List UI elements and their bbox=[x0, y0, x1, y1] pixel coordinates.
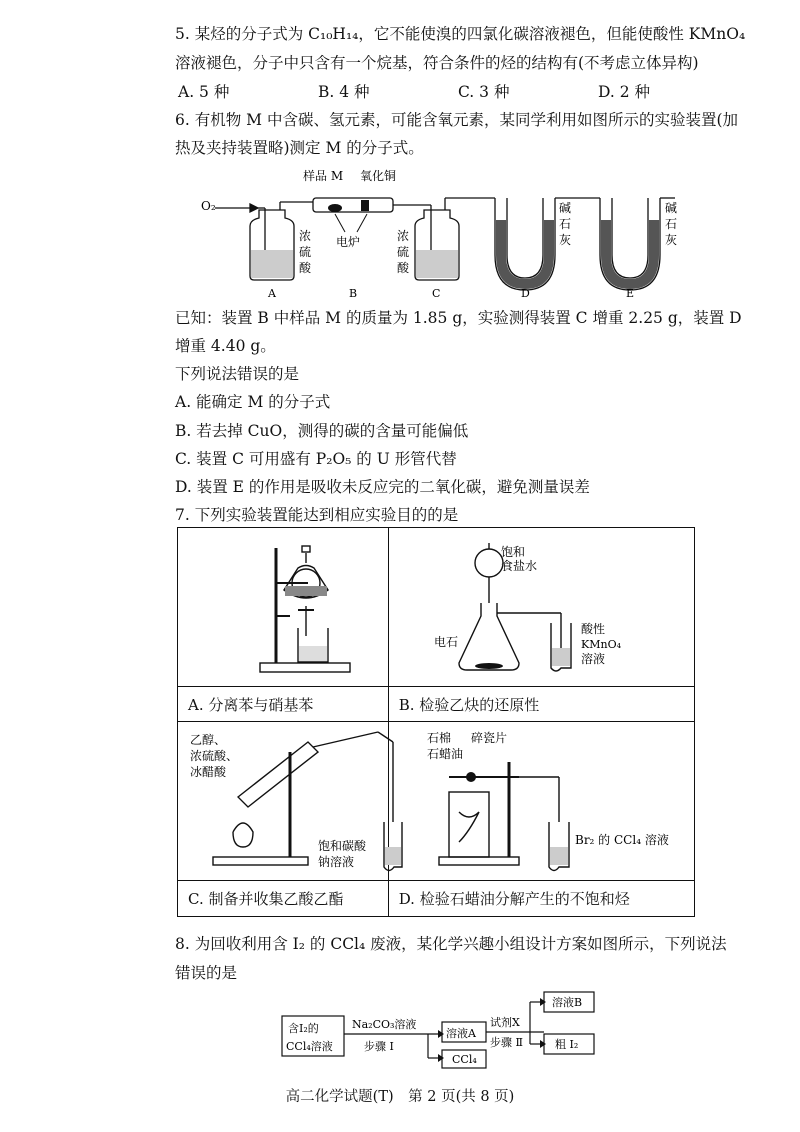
lime-d-3: 灰 bbox=[559, 233, 572, 247]
q6-line1: 6. 有机物 M 中含碳、氢元素，可能含氧元素，某同学利用如图所示的实验装置(加 bbox=[175, 111, 738, 129]
flow-reagent-x: 试剂X bbox=[490, 1016, 520, 1029]
q7-caption-b: B. 检验乙炔的还原性 bbox=[388, 686, 694, 722]
lime-e-1: 碱 bbox=[665, 201, 678, 215]
q7-figure-a bbox=[178, 528, 389, 687]
q7-figure-b bbox=[388, 528, 694, 687]
q6-option-a: A. 能确定 M 的分子式 bbox=[175, 393, 331, 411]
brine-label-2: 食盐水 bbox=[500, 559, 537, 573]
q6-option-c: C. 装置 C 可用盛有 P₂O₅ 的 U 形管代替 bbox=[175, 450, 457, 468]
kmno4-label-1: 酸性 bbox=[580, 622, 605, 636]
flow-start-1: 含I₂的 bbox=[288, 1022, 319, 1035]
q5-line2: 溶液褪色，分子中只含有一个烷基，符合条件的烃的结构有(不考虑立体异构) bbox=[175, 54, 699, 72]
acid-a-1: 浓 bbox=[299, 229, 312, 243]
flow-step2: 步骤 Ⅱ bbox=[490, 1036, 523, 1049]
q7-caption-c: C. 制备并收集乙酸乙酯 bbox=[178, 881, 389, 917]
acetylene-setup bbox=[389, 528, 669, 683]
lime-e-2: 石 bbox=[665, 217, 678, 231]
brine-label-1: 饱和 bbox=[500, 545, 525, 559]
q5-option-c: C. 3 种 bbox=[458, 83, 510, 101]
q6-known1: 已知：装置 B 中样品 M 的质量为 1.85 g，实验测得装置 C 增重 2.25 g，装置 D bbox=[175, 309, 742, 327]
flow-step1: 步骤 Ⅰ bbox=[364, 1040, 394, 1053]
q7-figure-c bbox=[178, 722, 389, 881]
q5-options bbox=[178, 80, 738, 102]
flow-start-2: CCl₄溶液 bbox=[286, 1040, 333, 1053]
flow-solution-b: 溶液B bbox=[552, 996, 583, 1009]
flow-ccl4: CCl₄ bbox=[452, 1053, 477, 1066]
porcelain-label: 碎瓷片 bbox=[470, 731, 507, 746]
acid-c-3: 酸 bbox=[397, 261, 410, 275]
page-footer: 高二化学试题(T) 第 2 页(共 8 页) bbox=[285, 1089, 515, 1105]
letter-a: A bbox=[268, 287, 276, 300]
lime-d-2: 石 bbox=[559, 217, 572, 231]
acid-a-3: 酸 bbox=[299, 261, 312, 275]
flow-solution-a: 溶液A bbox=[446, 1027, 476, 1040]
kmno4-label-2: KMnO₄ bbox=[580, 638, 621, 651]
q6-known2: 增重 4.40 g。 bbox=[175, 337, 276, 355]
reagent-label-3: 冰醋酸 bbox=[190, 765, 227, 780]
paraffin-cracking-setup bbox=[389, 722, 669, 877]
q7-stem: 7. 下列实验装置能达到相应实验目的的是 bbox=[175, 506, 459, 524]
paraffin-label: 石蜡油 bbox=[426, 747, 463, 762]
flow-reagent1: Na₂CO₃溶液 bbox=[352, 1018, 417, 1031]
q7-caption-d: D. 检验石蜡油分解产生的不饱和烃 bbox=[388, 881, 694, 917]
cuo-label: 氧化铜 bbox=[360, 169, 397, 183]
q6-option-b: B. 若去掉 CuO，测得的碳的含量可能偏低 bbox=[175, 422, 469, 440]
q5-option-d: D. 2 种 bbox=[598, 83, 651, 101]
letter-d: D bbox=[521, 287, 530, 300]
q6-line2: 热及夹持装置略)测定 M 的分子式。 bbox=[175, 139, 424, 157]
carbide-label: 电石 bbox=[433, 635, 458, 649]
furnace-label: 电炉 bbox=[336, 235, 361, 249]
br2-label: Br₂ 的 CCl₄ 溶液 bbox=[574, 833, 669, 848]
na2co3-label-1: 饱和碳酸 bbox=[318, 839, 367, 854]
asbestos-label: 石棉 bbox=[426, 731, 451, 746]
q8-line2: 错误的是 bbox=[175, 964, 238, 982]
letter-e: E bbox=[626, 287, 635, 300]
reagent-label-1: 乙醇、 bbox=[190, 733, 227, 748]
flow-crude-i2: 粗 I₂ bbox=[555, 1038, 579, 1051]
acid-c-1: 浓 bbox=[397, 229, 410, 243]
sample-m-label: 样品 M bbox=[303, 169, 344, 183]
q8-flowchart bbox=[280, 990, 610, 1070]
q7-figure-d bbox=[388, 722, 694, 881]
q6-prompt: 下列说法错误的是 bbox=[175, 365, 300, 383]
letter-b: B bbox=[349, 287, 358, 300]
reagent-label-2: 浓硫酸、 bbox=[190, 749, 239, 764]
acid-a-2: 硫 bbox=[299, 245, 312, 259]
q5-option-b: B. 4 种 bbox=[318, 83, 370, 101]
q6-apparatus-diagram bbox=[195, 160, 715, 300]
q6-option-d: D. 装置 E 的作用是吸收未反应完的二氧化碳，避免测量误差 bbox=[175, 478, 590, 496]
q7-apparatus-table bbox=[177, 527, 695, 917]
acid-c-2: 硫 bbox=[397, 245, 410, 259]
letter-c: C bbox=[432, 287, 441, 300]
na2co3-label-2: 钠溶液 bbox=[318, 855, 355, 870]
lime-e-3: 灰 bbox=[665, 233, 678, 247]
lime-d-1: 碱 bbox=[559, 201, 572, 215]
o2-label: O₂ bbox=[201, 199, 216, 213]
kmno4-label-3: 溶液 bbox=[580, 652, 605, 666]
q5-option-a: A. 5 种 bbox=[178, 83, 230, 101]
q7-caption-a: A. 分离苯与硝基苯 bbox=[178, 686, 389, 722]
q5-line1: 5. 某烃的分子式为 C₁₀H₁₄，它不能使溴的四氯化碳溶液褪色，但能使酸性 KMnO₄ bbox=[175, 25, 746, 43]
q8-line1: 8. 为回收利用含 I₂ 的 CCl₄ 废液，某化学兴趣小组设计方案如图所示，下列说法 bbox=[175, 935, 727, 953]
